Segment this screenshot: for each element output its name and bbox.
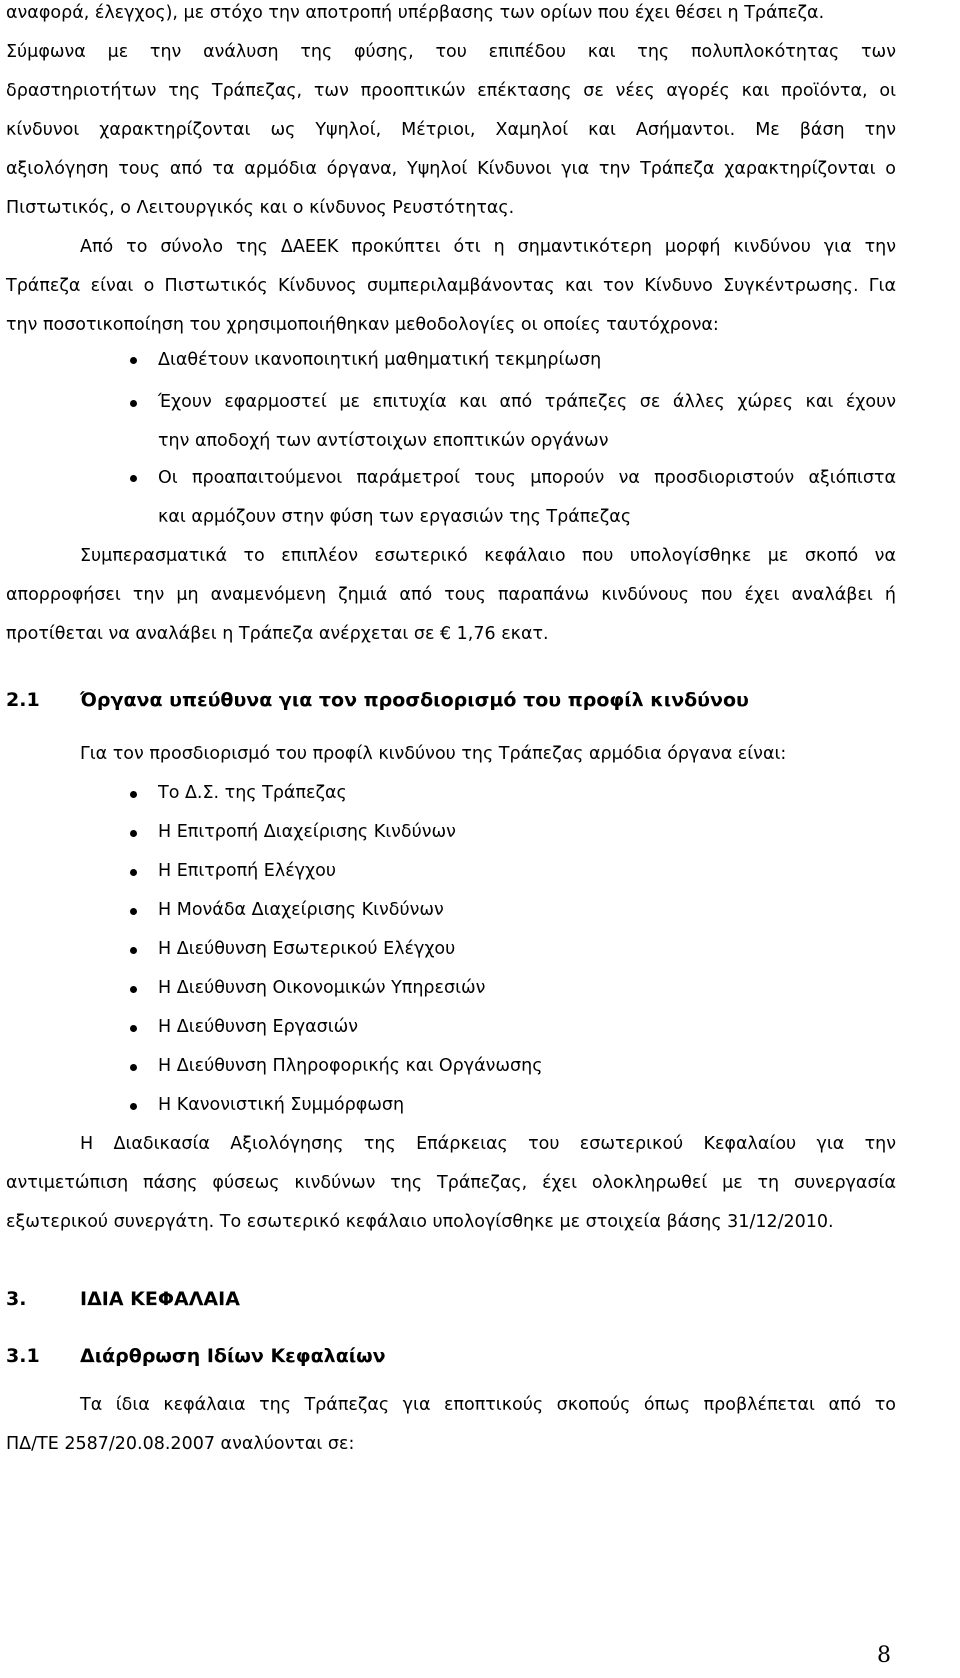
section-title: Διάρθρωση Ιδίων Κεφαλαίων bbox=[80, 1345, 386, 1367]
list-item: Η Επιτροπή Διαχείρισης Κινδύνων bbox=[158, 822, 456, 842]
bullet-icon bbox=[130, 357, 137, 364]
bullet-icon bbox=[130, 791, 137, 798]
para2-line-2: Τράπεζα είναι ο Πιστωτικός Κίνδυνος συμπεριλαμβάνοντας και τον Κίνδυνο Συγκέντρωσης. Για bbox=[6, 276, 896, 296]
bullet-icon bbox=[130, 1064, 137, 1071]
list-item: Η Διεύθυνση Οικονομικών Υπηρεσιών bbox=[158, 978, 486, 998]
para1-line-4: κίνδυνοι χαρακτηρίζονται ως Υψηλοί, Μέτριοι, Χαμηλοί και Ασήμαντοι. Με βάση την bbox=[6, 120, 896, 140]
list-item: Το Δ.Σ. της Τράπεζας bbox=[158, 783, 347, 803]
para1-line-3: δραστηριοτήτων της Τράπεζας, των προοπτικών επέκτασης σε νέες αγορές και προϊόντα, οι bbox=[6, 81, 896, 101]
para1-line-1: αναφορά, έλεγχος), με στόχο την αποτροπή υπέρβασης των ορίων που έχει θέσει η Τράπεζα. bbox=[6, 3, 825, 23]
bullet-icon bbox=[130, 1025, 137, 1032]
intro-text: Για τον προσδιορισμό του προφίλ κινδύνου της Τράπεζας αρμόδια όργανα είναι: bbox=[80, 744, 787, 764]
para4-line-1: Η Διαδικασία Αξιολόγησης της Επάρκειας του εσωτερικού Κεφαλαίου για την bbox=[80, 1134, 896, 1154]
bullet-icon bbox=[130, 400, 137, 407]
para3-line-1: Συμπερασματικά το επιπλέον εσωτερικό κεφάλαιο που υπολογίσθηκε με σκοπό να bbox=[80, 546, 896, 566]
bullet-icon bbox=[130, 947, 137, 954]
bullet-icon bbox=[130, 986, 137, 993]
bullet-icon bbox=[130, 475, 137, 482]
page-number: 8 bbox=[877, 1643, 891, 1668]
list-item: Η Μονάδα Διαχείρισης Κινδύνων bbox=[158, 900, 444, 920]
para2-line-1: Από το σύνολο της ΔΑΕΕΚ προκύπτει ότι η σημαντικότερη μορφή κινδύνου για την bbox=[80, 237, 896, 257]
list-item: Έχουν εφαρμοστεί με επιτυχία και από τράπεζες σε άλλες χώρες και έχουν bbox=[158, 392, 896, 412]
section-number: 2.1 bbox=[6, 689, 40, 711]
section-title: ΙΔΙΑ ΚΕΦΑΛΑΙΑ bbox=[80, 1288, 240, 1310]
para4-line-3: εξωτερικού συνεργάτη. Το εσωτερικό κεφάλαιο υπολογίσθηκε με στοιχεία βάσης 31/12/2010. bbox=[6, 1212, 834, 1232]
list-item: Η Διεύθυνση Εργασιών bbox=[158, 1017, 359, 1037]
para4-line-2: αντιμετώπιση πάσης φύσεως κινδύνων της Τράπεζας, έχει ολοκληρωθεί με τη συνεργασία bbox=[6, 1173, 896, 1193]
list-item: Η Κανονιστική Συμμόρφωση bbox=[158, 1095, 405, 1115]
bullet-icon bbox=[130, 869, 137, 876]
section-number: 3.1 bbox=[6, 1345, 40, 1367]
bullet-icon bbox=[130, 1103, 137, 1110]
list-item-continuation: την αποδοχή των αντίστοιχων εποπτικών οργάνων bbox=[158, 431, 609, 451]
para2-line-3: την ποσοτικοποίηση του χρησιμοποιήθηκαν μεθοδολογίες οι οποίες ταυτόχρονα: bbox=[6, 315, 719, 335]
bullet-icon bbox=[130, 908, 137, 915]
list-item: Διαθέτουν ικανοποιητική μαθηματική τεκμηρίωση bbox=[158, 350, 602, 370]
section-number: 3. bbox=[6, 1288, 27, 1310]
list-item: Η Διεύθυνση Πληροφορικής και Οργάνωσης bbox=[158, 1056, 543, 1076]
para1-line-2: Σύμφωνα με την ανάλυση της φύσης, του επιπέδου και της πολυπλοκότητας των bbox=[6, 42, 896, 62]
list-item-continuation: και αρμόζουν στην φύση των εργασιών της Τράπεζας bbox=[158, 507, 632, 527]
para1-line-6: Πιστωτικός, ο Λειτουργικός και ο κίνδυνος Ρευστότητας. bbox=[6, 198, 515, 218]
para3-line-3: προτίθεται να αναλάβει η Τράπεζα ανέρχεται σε € 1,76 εκατ. bbox=[6, 624, 549, 644]
para5-line-1: Τα ίδια κεφάλαια της Τράπεζας για εποπτικούς σκοπούς όπως προβλέπεται από το bbox=[80, 1395, 896, 1415]
list-item: Η Διεύθυνση Εσωτερικού Ελέγχου bbox=[158, 939, 456, 959]
para3-line-2: απορροφήσει την μη αναμενόμενη ζημιά από τους παραπάνω κινδύνους που έχει αναλάβει ή bbox=[6, 585, 896, 605]
para5-line-2: ΠΔ/ΤΕ 2587/20.08.2007 αναλύονται σε: bbox=[6, 1434, 355, 1454]
list-item: Η Επιτροπή Ελέγχου bbox=[158, 861, 336, 881]
bullet-icon bbox=[130, 830, 137, 837]
section-title: Όργανα υπεύθυνα για τον προσδιορισμό του προφίλ κινδύνου bbox=[80, 689, 749, 711]
para1-line-5: αξιολόγηση τους από τα αρμόδια όργανα, Υψηλοί Κίνδυνοι για την Τράπεζα χαρακτηρίζονται ο bbox=[6, 159, 896, 179]
list-item: Οι προαπαιτούμενοι παράμετροί τους μπορούν να προσδιοριστούν αξιόπιστα bbox=[158, 468, 896, 488]
